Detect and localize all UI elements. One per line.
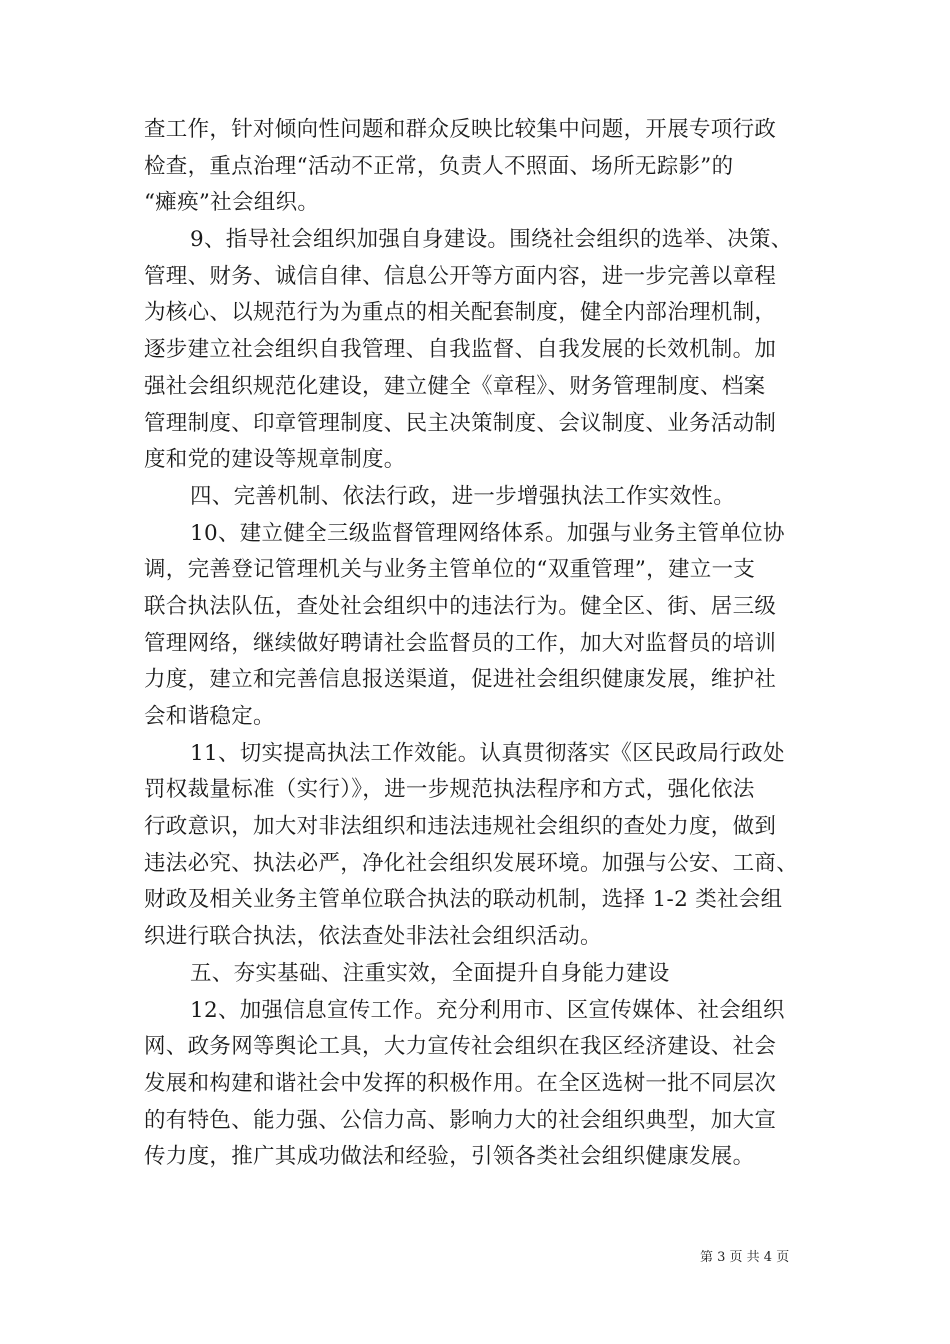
text-line: 11、切实提高执法工作效能。认真贯彻落实《区民政局行政处 — [190, 740, 785, 766]
text-line: 传力度，推广其成功做法和经验，引领各类社会组织健康发展。 — [144, 1144, 755, 1170]
page-number: 第 3 页 共 4 页 — [700, 1250, 790, 1265]
text-line: 力度，建立和完善信息报送渠道，促进社会组织健康发展，维护社 — [144, 667, 777, 693]
text-line: 调，完善登记管理机关与业务主管单位的“双重管理”，建立一支 — [144, 557, 756, 583]
text-line: 五、夯实基础、注重实效，全面提升自身能力建设 — [190, 960, 670, 986]
text-line: 10、建立健全三级监督管理网络体系。加强与业务主管单位协 — [190, 520, 785, 546]
text-line: 四、完善机制、依法行政，进一步增强执法工作实效性。 — [190, 483, 736, 509]
text-line: 会和谐稳定。 — [144, 704, 275, 729]
text-line: 联合执法队伍，查处社会组织中的违法行为。健全区、街、居三级 — [144, 593, 777, 619]
text-line: 强社会组织规范化建设，建立健全《章程》、财务管理制度、档案 — [144, 373, 766, 399]
text-line: 管理网络，继续做好聘请社会监督员的工作，加大对监督员的培训 — [144, 630, 777, 656]
text-line: 发展和构建和谐社会中发挥的积极作用。在全区选树一批不同层次 — [144, 1070, 777, 1096]
text-line: 管理、财务、诚信自律、信息公开等方面内容，进一步完善以章程 — [144, 263, 777, 289]
text-line: 的有特色、能力强、公信力高、影响力大的社会组织典型，加大宣 — [144, 1107, 777, 1133]
text-line: 罚权裁量标准（实行）》，进一步规范执法程序和方式，强化依法 — [144, 777, 755, 803]
text-line: 查工作，针对倾向性问题和群众反映比较集中问题，开展专项行政 — [144, 117, 777, 142]
text-line: 网、政务网等舆论工具，大力宣传社会组织在我区经济建设、社会 — [144, 1034, 777, 1060]
text-line: 度和党的建设等规章制度。 — [144, 447, 406, 473]
text-line: 9、指导社会组织加强自身建设。围绕社会组织的选举、决策、 — [190, 227, 793, 253]
text-line: “瘫痪”社会组织。 — [144, 190, 320, 216]
text-line: 逐步建立社会组织自我管理、自我监督、自我发展的长效机制。加 — [144, 337, 777, 363]
document-body — [144, 112, 814, 1176]
text-line: 管理制度、印章管理制度、民主决策制度、会议制度、业务活动制 — [144, 410, 777, 436]
text-line: 违法必究、执法必严，净化社会组织发展环境。加强与公安、工商、 — [144, 850, 799, 876]
text-line: 行政意识，加大对非法组织和违法违规社会组织的查处力度，做到 — [144, 814, 777, 840]
text-line: 为核心、以规范行为为重点的相关配套制度，健全内部治理机制， — [144, 300, 777, 326]
text-line: 织进行联合执法，依法查处非法社会组织活动。 — [144, 924, 602, 950]
text-line: 检查，重点治理“活动不正常，负责人不照面、场所无踪影”的 — [144, 153, 734, 179]
text-line: 财政及相关业务主管单位联合执法的联动机制，选择 1-2 类社会组 — [144, 887, 783, 913]
text-line: 12、加强信息宣传工作。充分利用市、区宣传媒体、社会组织 — [190, 997, 785, 1023]
